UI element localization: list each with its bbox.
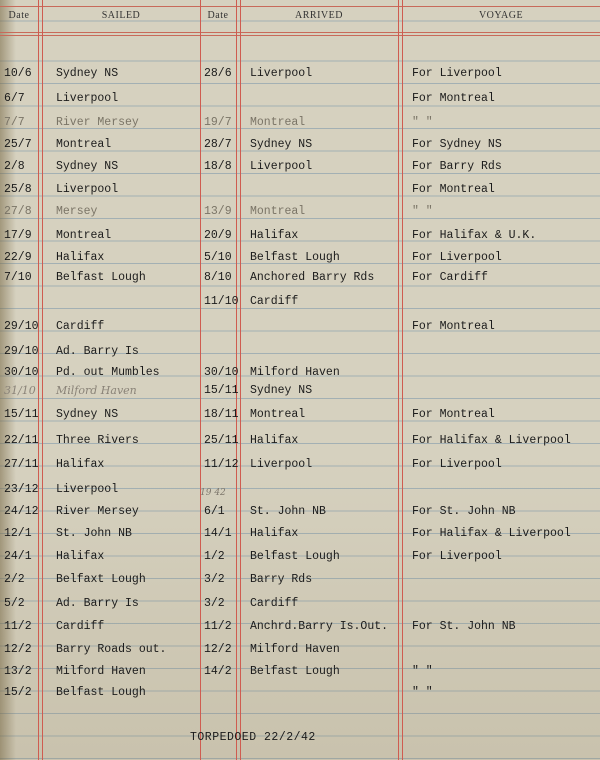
sailed-date: 24/1 [4, 550, 32, 563]
voyage-text: For St. John NB [412, 505, 516, 518]
arrived-date: 5/10 [204, 251, 232, 264]
sailed-place: Three Rivers [56, 434, 139, 447]
voyage-text: For Montreal [412, 183, 495, 196]
sailed-date: 15/11 [4, 408, 39, 421]
arrived-place: Barry Rds [250, 573, 313, 586]
sailed-date: 17/9 [4, 229, 32, 242]
sailed-date: 24/12 [4, 505, 39, 518]
sailed-date: 15/2 [4, 686, 32, 699]
arrived-date: 3/2 [204, 573, 225, 586]
sailed-place: Belfaxt Lough [56, 573, 146, 586]
sailed-date: 2/2 [4, 573, 25, 586]
sailed-place: Ad. Barry Is [56, 597, 139, 610]
header-voyage: VOYAGE [478, 10, 524, 21]
sailed-date: 29/10 [4, 345, 39, 358]
voyage-text: For Montreal [412, 92, 495, 105]
sailed-place: Montreal [56, 229, 112, 242]
sailed-place: Pd. out Mumbles [56, 366, 160, 379]
sailed-date: 31/10 [4, 384, 36, 397]
torpedoed-note: TORPEDOED 22/2/42 [190, 731, 316, 744]
sailed-place: Halifax [56, 458, 105, 471]
column-rule-date1b [42, 0, 43, 760]
sailed-place: Halifax [56, 550, 105, 563]
sailed-date: 23/12 [4, 483, 39, 496]
sailed-place: Sydney NS [56, 67, 119, 80]
sailed-place: Barry Roads out. [56, 643, 167, 656]
arrived-place: Liverpool [250, 458, 313, 471]
sailed-place: Liverpool [56, 92, 119, 105]
sailed-date: 25/7 [4, 138, 32, 151]
sailed-place: Liverpool [56, 183, 119, 196]
column-rule-date1 [38, 0, 39, 760]
arrived-date: 3/2 [204, 597, 225, 610]
sailed-place: Belfast Lough [56, 686, 146, 699]
sailed-date: 7/10 [4, 271, 32, 284]
arrived-date: 13/9 [204, 205, 232, 218]
arrived-place: Cardiff [250, 597, 299, 610]
voyage-text: For Liverpool [412, 550, 502, 563]
arrived-date: 25/11 [204, 434, 239, 447]
sailed-date: 6/7 [4, 92, 25, 105]
sailed-place: Halifax [56, 251, 105, 264]
arrived-date: 8/10 [204, 271, 232, 284]
sailed-date: 11/2 [4, 620, 32, 633]
sailed-date: 13/2 [4, 665, 32, 678]
sailed-date: 2/8 [4, 160, 25, 173]
arrived-place: Halifax [250, 527, 299, 540]
voyage-text: For Halifax & Liverpool [412, 527, 571, 540]
sailed-place: Ad. Barry Is [56, 345, 139, 358]
voyage-text: For Liverpool [412, 458, 502, 471]
arrived-place: Liverpool [250, 67, 313, 80]
sailed-date: 12/2 [4, 643, 32, 656]
sailed-date: 27/8 [4, 205, 32, 218]
sailed-place: Sydney NS [56, 160, 119, 173]
voyage-text: " " [412, 665, 433, 678]
arrived-place: Belfast Lough [250, 251, 340, 264]
header-arrived: ARRIVED [295, 10, 343, 21]
voyage-text: For Halifax & Liverpool [412, 434, 571, 447]
voyage-text: For Barry Rds [412, 160, 502, 173]
arrived-place: Halifax [250, 229, 299, 242]
header-date-sailed: Date [8, 10, 30, 21]
arrived-place: Belfast Lough [250, 665, 340, 678]
column-rule-arrived [236, 0, 237, 760]
arrived-date: 28/7 [204, 138, 232, 151]
sailed-date: 22/9 [4, 251, 32, 264]
arrived-date: 18/11 [204, 408, 239, 421]
voyage-text: For Sydney NS [412, 138, 502, 151]
arrived-date: 30/10 [204, 366, 239, 379]
arrived-place: Sydney NS [250, 384, 313, 397]
arrived-place: Halifax [250, 434, 299, 447]
column-rule-date2 [200, 0, 201, 760]
arrived-place: Montreal [250, 205, 306, 218]
arrived-place: St. John NB [250, 505, 326, 518]
arrived-date: 6/1 [204, 505, 225, 518]
arrived-date: 20/9 [204, 229, 232, 242]
sailed-place: St. John NB [56, 527, 132, 540]
sailed-place: Mersey [56, 205, 98, 218]
sailed-date: 10/6 [4, 67, 32, 80]
arrived-place: Anchrd.Barry Is.Out. [250, 620, 389, 633]
sailed-place: Belfast Lough [56, 271, 146, 284]
arrived-place: Belfast Lough [250, 550, 340, 563]
header-date-arrived: Date [207, 10, 229, 21]
sailed-date: 27/11 [4, 458, 39, 471]
sailed-date: 5/2 [4, 597, 25, 610]
column-rule-voyage [398, 0, 399, 760]
arrived-date: 1/2 [204, 550, 225, 563]
voyage-text: " " [412, 116, 433, 129]
voyage-text: " " [412, 205, 433, 218]
header-bottom-rule [0, 32, 600, 33]
sailed-place: Cardiff [56, 620, 105, 633]
arrived-date: 12/2 [204, 643, 232, 656]
sailed-place: River Mersey [56, 505, 139, 518]
column-rule-voyageb [402, 0, 403, 760]
sailed-place: Sydney NS [56, 408, 119, 421]
sailed-date: 12/1 [4, 527, 32, 540]
voyage-text: For St. John NB [412, 620, 516, 633]
sailed-place: River Mersey [56, 116, 139, 129]
arrived-date: 18/8 [204, 160, 232, 173]
arrived-date: 11/10 [204, 295, 239, 308]
arrived-place: Milford Haven [250, 366, 340, 379]
arrived-date: 14/1 [204, 527, 232, 540]
voyage-text: For Montreal [412, 408, 495, 421]
header-double-rule [0, 35, 600, 36]
arrived-place: Montreal [250, 116, 306, 129]
sailed-place: Montreal [56, 138, 112, 151]
arrived-date: 14/2 [204, 665, 232, 678]
arrived-place: Sydney NS [250, 138, 313, 151]
sailed-place: Milford Haven [56, 665, 146, 678]
sailed-place: Liverpool [56, 483, 119, 496]
arrived-date: 15/11 [204, 384, 239, 397]
voyage-text: For Liverpool [412, 251, 502, 264]
header-sailed: SAILED [101, 10, 141, 21]
sailed-place: Cardiff [56, 320, 105, 333]
arrived-date: 11/2 [204, 620, 232, 633]
arrived-place: Milford Haven [250, 643, 340, 656]
arrived-date: 11/12 [204, 458, 239, 471]
voyage-text: For Halifax & U.K. [412, 229, 537, 242]
voyage-text: For Montreal [412, 320, 495, 333]
voyage-text: " " [412, 686, 433, 699]
sailed-date: 25/8 [4, 183, 32, 196]
arrived-date: 28/6 [204, 67, 232, 80]
pencil-note: 19 42 [200, 488, 226, 498]
voyage-text: For Cardiff [412, 271, 488, 284]
column-rule-arrivedb [240, 0, 241, 760]
arrived-place: Montreal [250, 408, 306, 421]
sailed-date: 7/7 [4, 116, 25, 129]
arrived-place: Liverpool [250, 160, 313, 173]
sailed-date: 22/11 [4, 434, 39, 447]
arrived-date: 19/7 [204, 116, 232, 129]
sailed-place: Milford Haven [56, 384, 137, 397]
arrived-place: Anchored Barry Rds [250, 271, 375, 284]
arrived-place: Cardiff [250, 295, 299, 308]
sailed-date: 29/10 [4, 320, 39, 333]
sailed-date: 30/10 [4, 366, 39, 379]
voyage-text: For Liverpool [412, 67, 502, 80]
